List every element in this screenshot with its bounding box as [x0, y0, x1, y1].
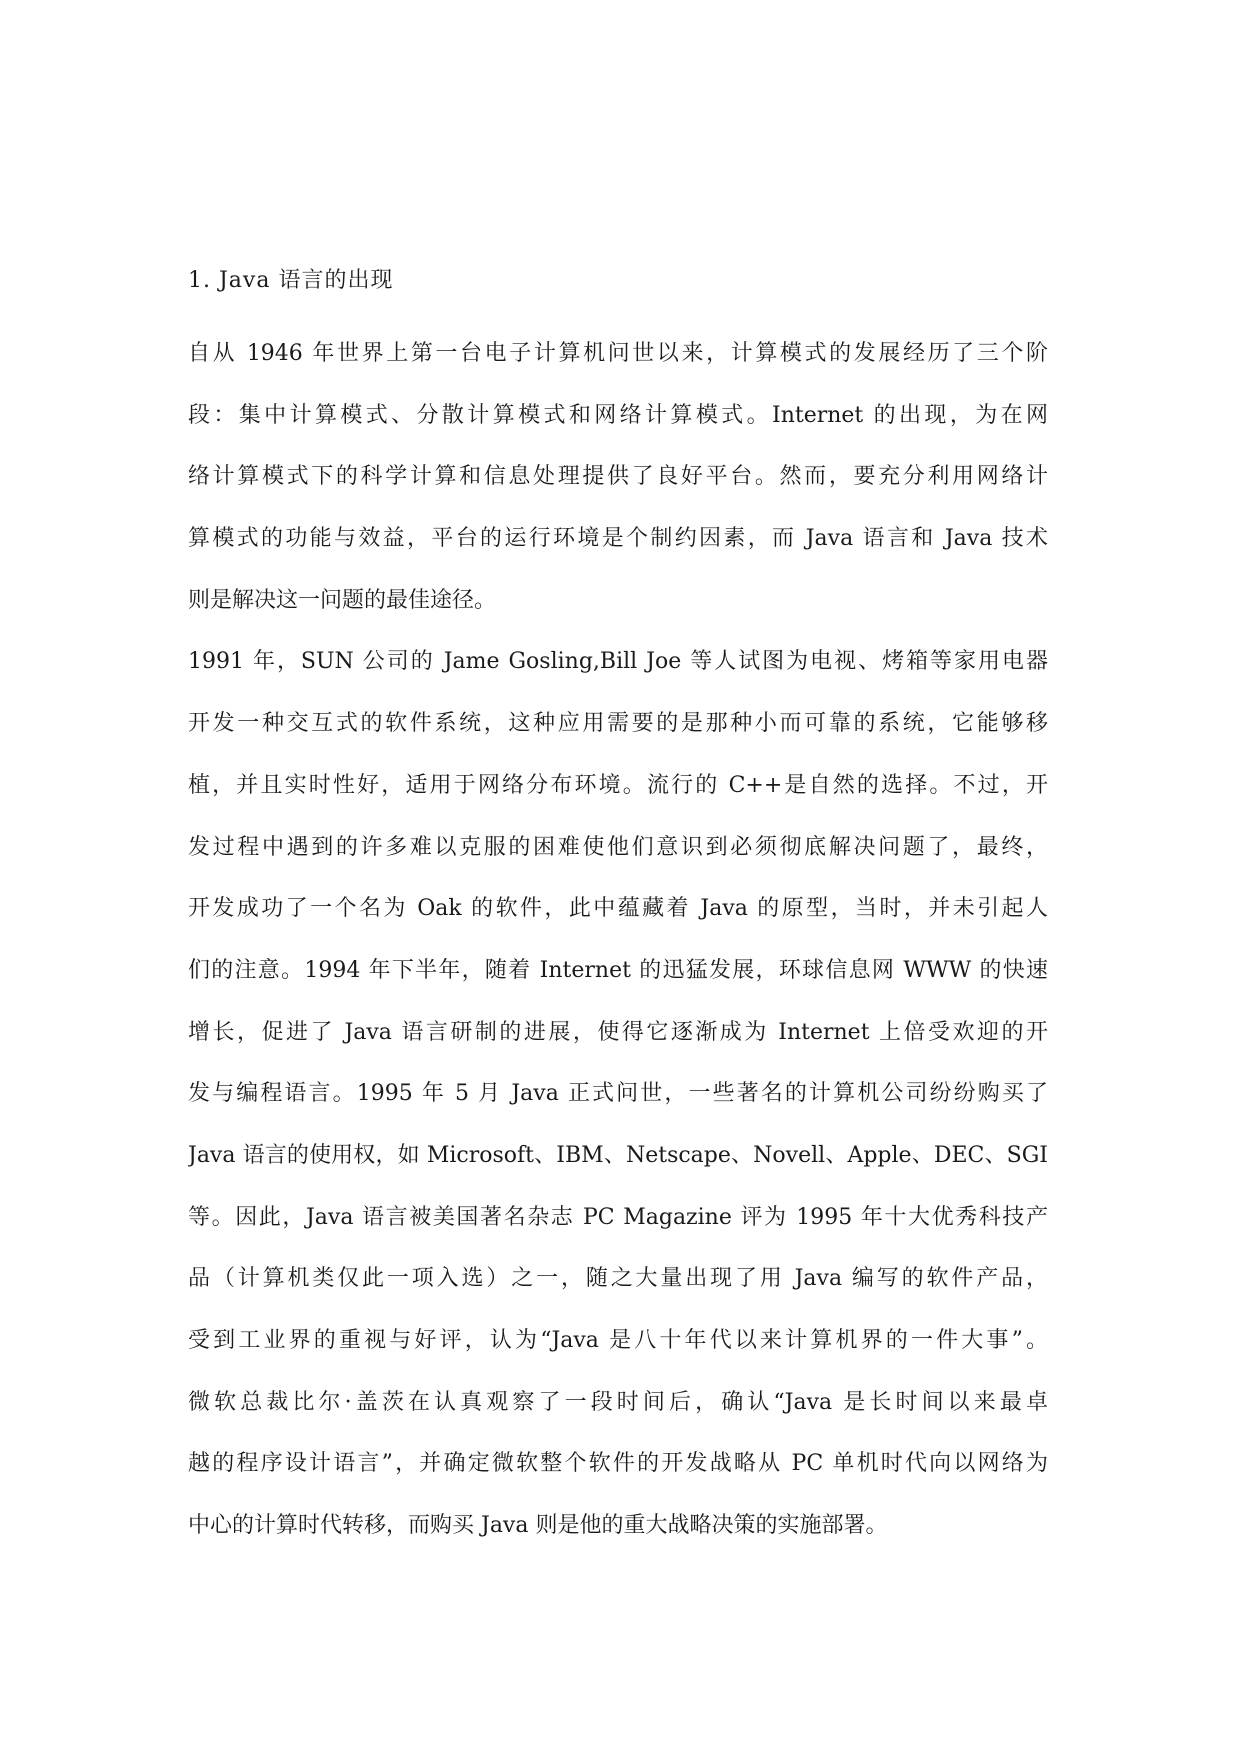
text-line: 中心的计算时代转移，而购买 Java 则是他的重大战略决策的实施部署。 — [188, 1513, 888, 1539]
text-line: 增长，促进了 Java 语言研制的进展，使得它逐渐成为 Internet 上倍受欢迎的开 — [188, 1019, 1048, 1045]
text-line: 们的注意。1994 年下半年，随着 Internet 的迅猛发展，环球信息网 WWW 的快速 — [188, 957, 1048, 983]
document-body — [188, 262, 1048, 1557]
text-line: 发与编程语言。1995 年 5 月 Java 正式问世，一些著名的计算机公司纷纷购买了 — [188, 1081, 1048, 1107]
paragraph-1 — [188, 323, 1048, 631]
text-line: 络计算模式下的科学计算和信息处理提供了良好平台。然而，要充分利用网络计 — [188, 464, 1048, 490]
text-line: 受到工业界的重视与好评，认为“Java 是八十年代以来计算机界的一件大事”。 — [188, 1328, 1048, 1353]
paragraph-2 — [188, 631, 1048, 1556]
text-line: 发过程中遇到的许多难以克服的困难使他们意识到必须彻底解决问题了，最终， — [188, 834, 1048, 860]
text-line: 段：集中计算模式、分散计算模式和网络计算模式。Internet 的出现，为在网 — [188, 402, 1048, 428]
text-line: 算模式的功能与效益，平台的运行环境是个制约因素，而 Java 语言和 Java 技术 — [188, 526, 1048, 552]
text-line: 1991 年，SUN 公司的 Jame Gosling,Bill Joe 等人试图为电视、烤箱等家用电器 — [188, 649, 1048, 675]
text-line: 微软总裁比尔·盖茨在认真观察了一段时间后，确认“Java 是长时间以来最卓 — [188, 1389, 1048, 1415]
text-line: 植，并且实时性好，适用于网络分布环境。流行的 C++是自然的选择。不过，开 — [188, 772, 1048, 798]
text-line: 品（计算机类仅此一项入选）之一，随之大量出现了用 Java 编写的软件产品， — [188, 1266, 1048, 1292]
text-line: Java 语言的使用权，如 Microsoft、IBM、Netscape、Novell、Apple、DEC、SGI — [188, 1142, 1048, 1168]
text-line: 开发一种交互式的软件系统，这种应用需要的是那种小而可靠的系统，它能够移 — [188, 711, 1048, 737]
text-line: 则是解决这一问题的最佳途径。 — [188, 587, 497, 613]
text-line: 等。因此，Java 语言被美国著名杂志 PC Magazine 评为 1995 年十大优秀科技产 — [188, 1204, 1048, 1230]
text-line: 越的程序设计语言”，并确定微软整个软件的开发战略从 PC 单机时代向以网络为 — [188, 1451, 1048, 1477]
text-line: 自从 1946 年世界上第一台电子计算机问世以来，计算模式的发展经历了三个阶 — [188, 341, 1048, 366]
text-line: 开发成功了一个名为 Oak 的软件，此中蕴藏着 Java 的原型，当时，并未引起人 — [188, 896, 1048, 922]
section-heading: 1. Java 语言的出现 — [188, 268, 394, 293]
